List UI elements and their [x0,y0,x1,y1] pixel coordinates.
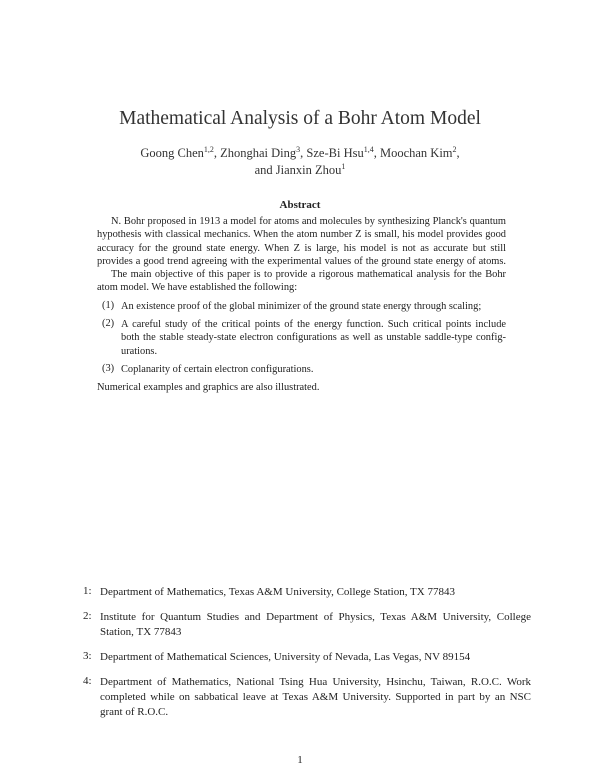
list-number: (1) [102,299,115,311]
affiliation-mark: 3 [296,145,301,154]
text-line: N. Bohr proposed in 1913 a model for atoms and molecules by synthesizing Planck's quantum [111,216,506,227]
footnote-number: 3: [83,650,92,662]
text-line: provides a good trend agreeing with the experimental values of the ground state energy of atoms. [97,255,506,267]
list-item [97,318,506,358]
text-line: An existence proof of the global minimizer of the ground state energy through scaling; [121,300,482,312]
footnote [83,585,531,600]
affiliation-mark: 2 [452,145,457,154]
paper-title: Mathematical Analysis of a Bohr Atom Model [119,108,481,129]
affiliation-mark: 1,4 [363,145,374,154]
text-line: A careful study of the critical points of the energy function. Such critical points include [121,319,506,331]
footnote-number: 4: [83,675,92,687]
footnote [83,675,531,720]
footnote-number: 1: [83,585,92,597]
author: Moochan Kim [379,146,453,160]
footnote-number: 2: [83,610,92,622]
footnote [83,650,531,665]
text-line: Department of Mathematics, Texas A&M University, College Station, TX 77843 [100,586,455,598]
list-number: (3) [102,362,115,374]
footnotes [83,585,531,730]
list-number: (2) [102,318,115,330]
page-number: 1 [297,754,303,766]
list-item [97,300,506,313]
text-line: Institute for Quantum Studies and Department of Physics, Texas A&M University, College [100,611,531,623]
affiliation-mark: 1 [341,162,346,171]
text-line: Department of Mathematics, National Tsing Hua University, Hsinchu, Taiwan, R.O.C. Work [100,676,531,688]
text-line: Coplanarity of certain electron configurations. [121,363,314,375]
text-line: accuracy for the ground state energy. When Z is large, his model is not as accurate but still [97,242,506,254]
text-line: atom model. We have established the following: [97,282,298,294]
text-line: hypothesis with classical mechanics. When the atom number Z is small, his model provides good [97,229,506,241]
author: Sze-Bi Hsu [306,146,364,160]
text-line: grant of R.O.C. [100,706,169,718]
footnote [83,610,531,640]
abstract-heading: Abstract [279,199,321,211]
text-line: Department of Mathematical Sciences, University of Nevada, Las Vegas, NV 89154 [100,651,471,663]
list-item [97,363,506,376]
author-list: Goong Chen$^{1,2}$, Zhonghai Ding$^3$, Sze-Bi Hsu$^{1,4}$, Moochan Kim$^2$, and Jianxin Zhou$^1$ [140,145,460,177]
abstract-closing: Numerical examples and graphics are also illustrated. [97,382,320,394]
text-line: urations. [121,345,158,357]
text-line: both the stable steady-state electron configurations as well as unstable saddle-type config- [121,332,506,344]
author: and Jianxin Zhou [254,163,342,177]
abstract-body [97,215,506,395]
author: Zhonghai Ding [220,146,297,160]
text-line: The main objective of this paper is to provide a rigorous mathematical analysis for the Bohr [111,269,506,281]
author: Goong Chen [140,146,204,160]
text-line: Station, TX 77843 [100,626,182,638]
affiliation-mark: 1,2 [203,145,214,154]
text-line: completed while on sabbatical leave at Texas A&M University. Supported in part by an NSC [100,691,531,703]
